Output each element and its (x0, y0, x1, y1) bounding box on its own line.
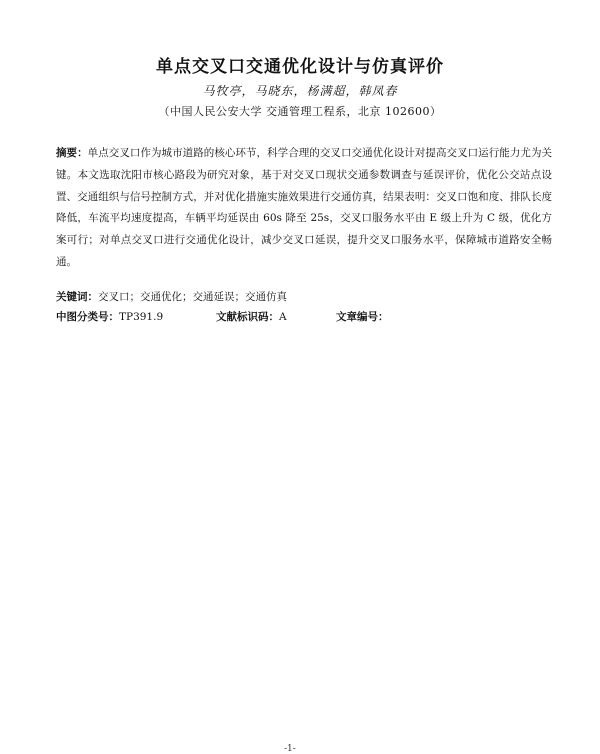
abstract (56, 143, 552, 274)
article-number (336, 309, 389, 325)
classification-line (56, 309, 552, 325)
keywords (56, 289, 552, 305)
keywords-text: 交叉口；交通优化；交通延误；交通仿真 (98, 291, 287, 303)
affiliation: （中国人民公安大学 交通管理工程系，北京 102600） (158, 105, 442, 118)
abstract-label: 摘要： (56, 147, 88, 159)
article-label: 文章编号： (336, 311, 389, 323)
doccode-label: 文献标识码： (216, 311, 279, 323)
keywords-label: 关键词： (56, 291, 98, 303)
doccode-value: A (279, 311, 287, 323)
document-code (216, 309, 336, 325)
clc-label: 中图分类号： (56, 311, 119, 323)
paper-title: 单点交叉口交通优化设计与仿真评价 (156, 57, 444, 77)
page-number: -1- (284, 744, 296, 754)
clc-number (56, 309, 216, 325)
clc-value: TP391.9 (119, 311, 164, 323)
abstract-text: 单点交叉口作为城市道路的核心环节，科学合理的交叉口交通优化设计对提高交叉口运行能力尤为关键。本文选取沈阳市核心路段为研究对象，基于对交叉口现状交通参数调查与延误评价，优化公交站点设置、交通组织与信号控制方式，并对优化措施实施效果进行交通仿真，结果表明：交叉口饱和度、排队长度降低，车流平均速度提高，车辆平均延误由 60s 降至 25s，交叉口服务水平由 E 级上升为 C 级，优化方案可行；对单点交叉口进行交通优化设计，减少交叉口延误，提升交叉口服务水平，保障城市道路安全畅通。 (56, 147, 553, 268)
author-list: 马牧亭，马晓东，杨满超，韩凤春 (202, 84, 398, 98)
